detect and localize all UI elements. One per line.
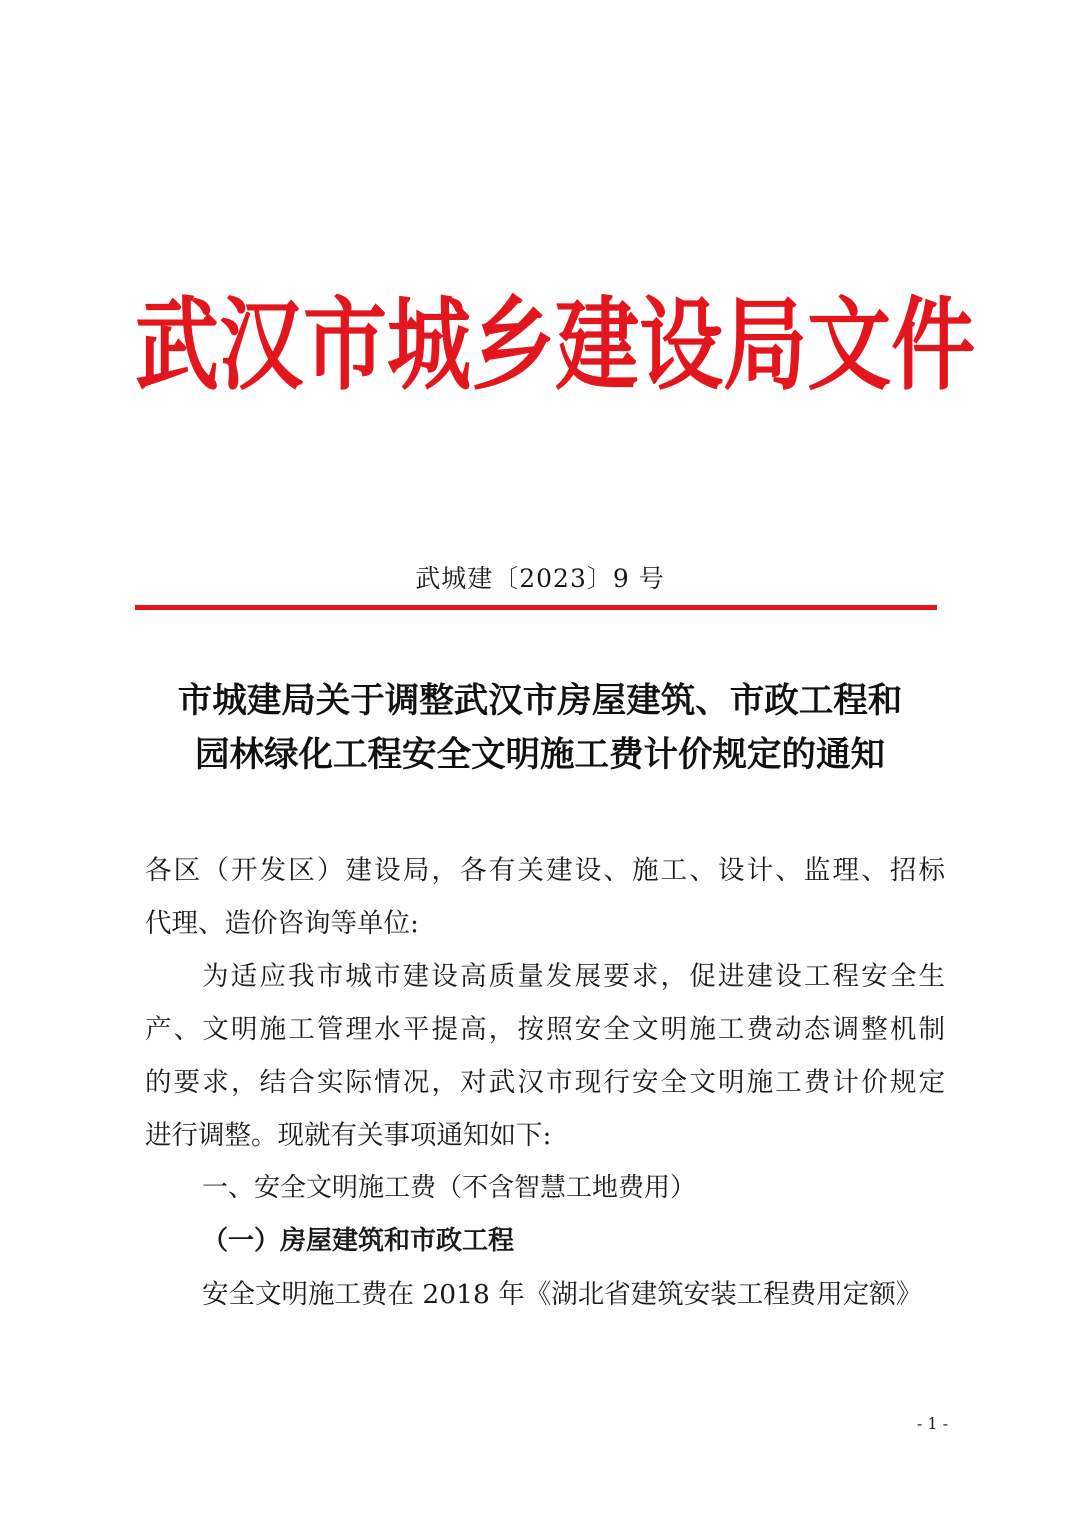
document-masthead	[135, 285, 976, 405]
masthead-char: 文	[807, 286, 892, 404]
red-divider-line	[135, 605, 937, 610]
masthead-char: 件	[891, 286, 976, 404]
section-heading: 一、安全文明施工费（不含智慧工地费用）	[202, 1173, 697, 1203]
paragraph-line: 为适应我市城市建设高质量发展要求，促进建设工程安全生	[202, 961, 945, 992]
title-line: 园林绿化工程安全文明施工费计价规定的通知	[195, 735, 885, 775]
masthead-char: 建	[555, 286, 640, 404]
addressee-line: 各区（开发区）建设局，各有关建设、施工、设计、监理、招标	[145, 855, 945, 886]
document-body	[145, 844, 945, 1321]
masthead-char: 城	[387, 286, 472, 404]
subsection-heading: （一）房屋建筑和市政工程	[202, 1226, 515, 1256]
paragraph-line: 进行调整。现就有关事项通知如下:	[145, 1120, 552, 1151]
document-number: 武城建〔2023〕9 号	[415, 564, 665, 593]
title-line: 市城建局关于调整武汉市房屋建筑、市政工程和	[177, 681, 903, 721]
masthead-char: 汉	[219, 286, 304, 404]
page-number: - 1 -	[916, 1414, 948, 1433]
paragraph-line: 的要求，结合实际情况，对武汉市现行安全文明施工费计价规定	[145, 1067, 945, 1098]
addressee-line: 代理、造价咨询等单位:	[145, 908, 419, 939]
document-title	[135, 674, 945, 782]
paragraph-line: 安全文明施工费在 2018 年《湖北省建筑安装工程费用定额》	[202, 1279, 923, 1310]
masthead-char: 乡	[471, 286, 556, 404]
masthead-char: 市	[303, 286, 388, 404]
masthead-char: 设	[639, 286, 724, 404]
paragraph-line: 产、文明施工管理水平提高，按照安全文明施工费动态调整机制	[145, 1014, 945, 1045]
masthead-char: 局	[723, 286, 808, 404]
masthead-char: 武	[135, 286, 220, 404]
